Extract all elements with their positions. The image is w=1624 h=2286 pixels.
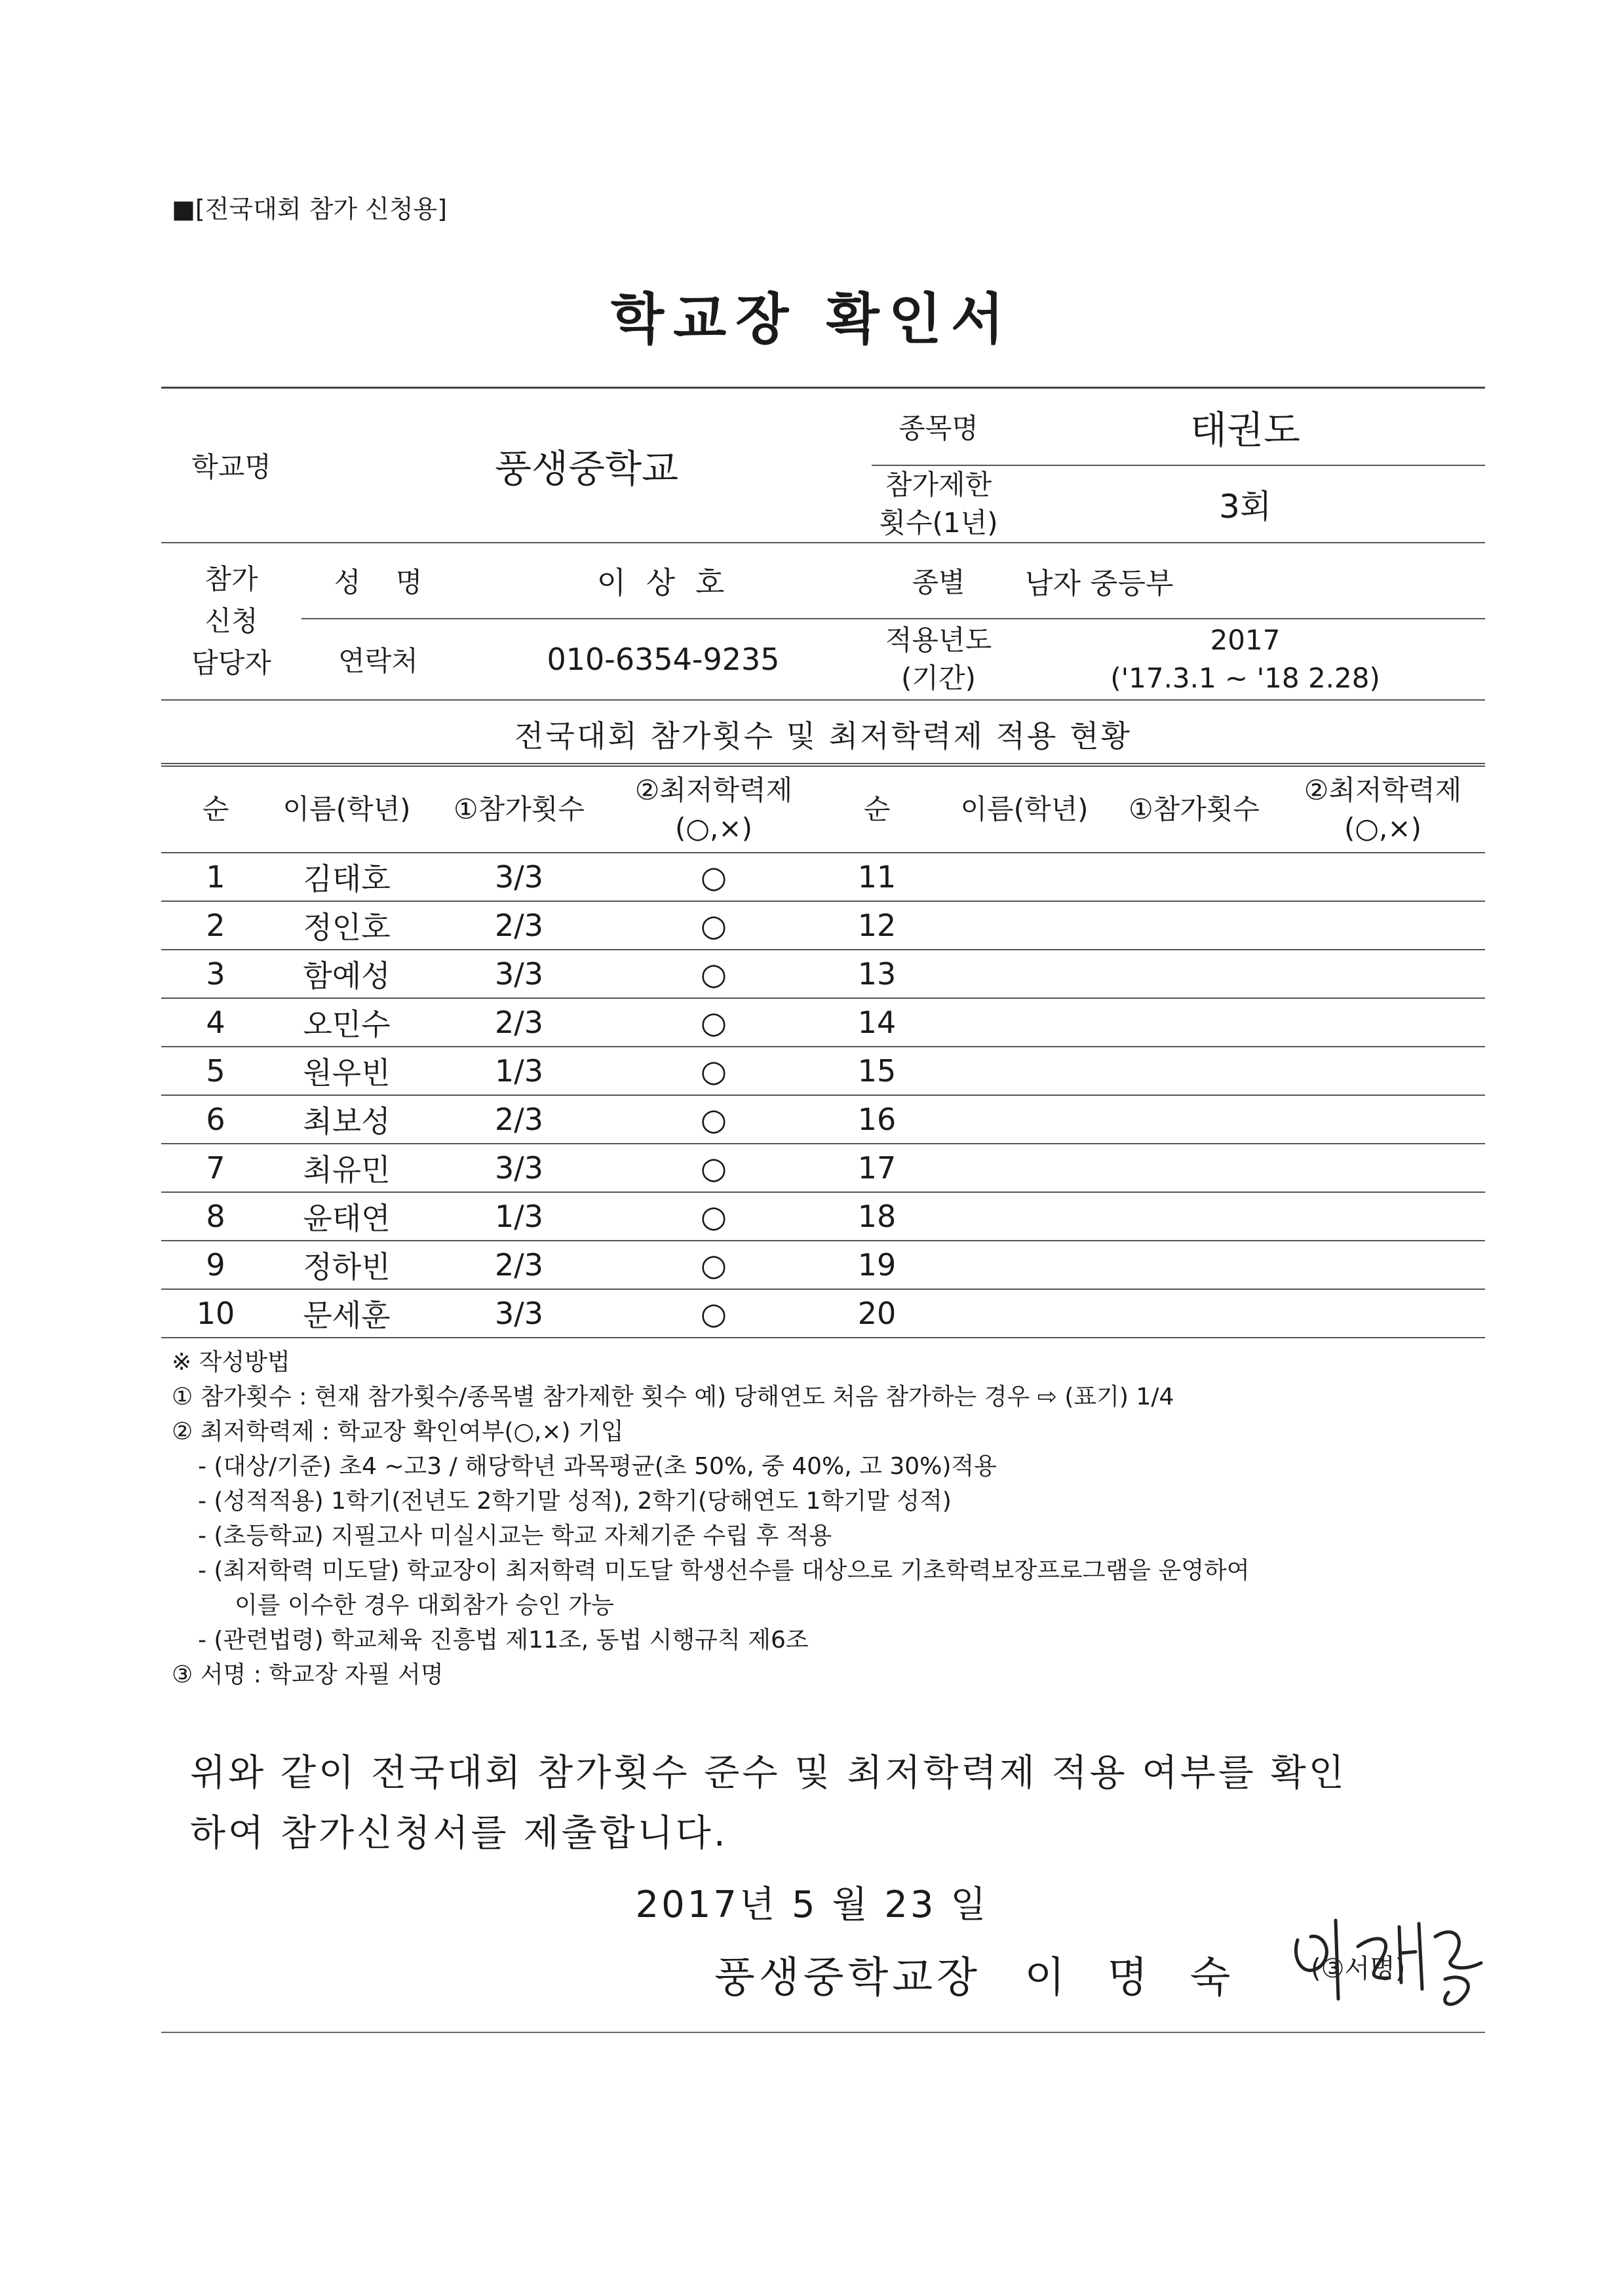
roster-cell: 1/3 bbox=[423, 1192, 615, 1241]
roster-cell: 18 bbox=[813, 1192, 941, 1241]
roster-cell bbox=[941, 1192, 1108, 1241]
roster-cell: 2/3 bbox=[423, 901, 615, 950]
instruction-1: ① 참가횟수 : 현재 참가횟수/종목별 참가제한 횟수 예) 당해연도 처음 참가하는 경우 ⇨ (표기) 1/4 bbox=[172, 1384, 1174, 1410]
roster-header-cell: ①참가횟수 bbox=[1108, 766, 1281, 853]
roster-cell bbox=[1108, 1192, 1281, 1241]
school-name-label: 학교명 bbox=[161, 388, 301, 543]
roster-row bbox=[161, 998, 1485, 1047]
roster-cell bbox=[1281, 1241, 1485, 1289]
roster-cell: 6 bbox=[161, 1095, 270, 1144]
instruction-2c: - (초등학교) 지필고사 미실시교는 학교 자체기준 수립 후 적용 bbox=[198, 1522, 832, 1549]
roster-cell: 8 bbox=[161, 1192, 270, 1241]
handwritten-signature bbox=[1285, 1901, 1501, 2032]
roster-cell: ○ bbox=[615, 1047, 813, 1095]
confirmation-statement bbox=[190, 1743, 1475, 1864]
roster-cell: 1 bbox=[161, 853, 270, 901]
roster-cell bbox=[1108, 1289, 1281, 1338]
signer-name: 이 명 숙 bbox=[1024, 1954, 1245, 2002]
roster-cell bbox=[1108, 1095, 1281, 1144]
roster-header-row bbox=[161, 766, 1485, 853]
roster-cell bbox=[1281, 853, 1485, 901]
roster-cell: ○ bbox=[615, 1192, 813, 1241]
roster-header-cell: 이름(학년) bbox=[941, 766, 1108, 853]
roster-cell: 7 bbox=[161, 1144, 270, 1192]
instruction-3: ③ 서명 : 학교장 자필 서명 bbox=[172, 1661, 444, 1688]
roster-header-cell: 순 bbox=[813, 766, 941, 853]
roster-cell: ○ bbox=[615, 1095, 813, 1144]
roster-row bbox=[161, 853, 1485, 901]
page-title: 학교장 확인서 bbox=[610, 287, 1014, 351]
manager-name-label: 성 명 bbox=[301, 543, 455, 619]
roster-cell bbox=[1281, 1095, 1485, 1144]
roster-cell: 최유민 bbox=[270, 1144, 423, 1192]
roster-cell bbox=[941, 1289, 1108, 1338]
school-name-value: 풍생중학교 bbox=[301, 388, 872, 543]
roster-cell bbox=[1108, 1144, 1281, 1192]
instruction-2a: - (대상/기준) 초4 ~고3 / 해당학년 과목평균(초 50%, 중 40%, 고 30%)적용 bbox=[198, 1453, 997, 1480]
limit-value: 3회 bbox=[1005, 465, 1485, 543]
roster-cell: 2 bbox=[161, 901, 270, 950]
roster-cell bbox=[941, 1241, 1108, 1289]
roster-cell bbox=[1281, 1192, 1485, 1241]
category-label: 종별 bbox=[872, 543, 1005, 619]
contact-label: 연락처 bbox=[301, 619, 455, 700]
roster-cell: 윤태연 bbox=[270, 1192, 423, 1241]
roster-cell: 17 bbox=[813, 1144, 941, 1192]
roster-cell bbox=[1108, 998, 1281, 1047]
roster-cell bbox=[1108, 853, 1281, 901]
roster-cell: 2/3 bbox=[423, 998, 615, 1047]
roster-cell: 14 bbox=[813, 998, 941, 1047]
roster-cell: 11 bbox=[813, 853, 941, 901]
instruction-2d-continued: 이를 이수한 경우 대회참가 승인 가능 bbox=[235, 1592, 614, 1619]
roster-cell: ○ bbox=[615, 1241, 813, 1289]
statement-line-2: 하여 참가신청서를 제출합니다. bbox=[190, 1812, 728, 1855]
roster-cell: ○ bbox=[615, 853, 813, 901]
section-title: 전국대회 참가횟수 및 최저학력제 적용 현황 bbox=[161, 709, 1485, 764]
roster-cell: ○ bbox=[615, 1289, 813, 1338]
roster-cell: 함예성 bbox=[270, 950, 423, 998]
roster-row bbox=[161, 950, 1485, 998]
roster-cell bbox=[941, 950, 1108, 998]
roster-cell bbox=[941, 853, 1108, 901]
roster-cell: ○ bbox=[615, 998, 813, 1047]
event-value: 태권도 bbox=[1005, 388, 1485, 465]
roster-cell bbox=[1108, 1047, 1281, 1095]
roster-cell: 5 bbox=[161, 1047, 270, 1095]
roster-cell: 3/3 bbox=[423, 1144, 615, 1192]
roster-cell: ○ bbox=[615, 950, 813, 998]
contact-value: 010-6354-9235 bbox=[455, 619, 872, 700]
roster-cell: 정인호 bbox=[270, 901, 423, 950]
roster-row bbox=[161, 1144, 1485, 1192]
roster-cell bbox=[1281, 1047, 1485, 1095]
roster-cell: 4 bbox=[161, 998, 270, 1047]
category-value: 남자 중등부 bbox=[1005, 543, 1485, 619]
roster-row bbox=[161, 1192, 1485, 1241]
roster-cell bbox=[1281, 1289, 1485, 1338]
signer-title: 풍생중학교장 bbox=[714, 1954, 981, 2002]
roster-cell: 오민수 bbox=[270, 998, 423, 1047]
issue-date: 2017년 5 월 23 일 bbox=[635, 1884, 989, 1926]
roster-cell: 김태호 bbox=[270, 853, 423, 901]
manager-name-value: 이 상 호 bbox=[455, 543, 872, 619]
roster-cell: 원우빈 bbox=[270, 1047, 423, 1095]
roster-cell: 문세훈 bbox=[270, 1289, 423, 1338]
roster-header-cell: 이름(학년) bbox=[270, 766, 423, 853]
roster-row bbox=[161, 1241, 1485, 1289]
roster-cell: 20 bbox=[813, 1289, 941, 1338]
year-label: 적용년도 (기간) bbox=[872, 619, 1005, 700]
instructions bbox=[172, 1345, 1482, 1692]
event-label: 종목명 bbox=[872, 388, 1005, 465]
roster-cell: 3/3 bbox=[423, 950, 615, 998]
roster-row bbox=[161, 1047, 1485, 1095]
roster-table bbox=[161, 765, 1485, 1338]
roster-cell: ○ bbox=[615, 1144, 813, 1192]
roster-cell bbox=[941, 1144, 1108, 1192]
roster-header-cell: ①참가횟수 bbox=[423, 766, 615, 853]
signer bbox=[714, 1944, 1245, 2004]
roster-cell bbox=[941, 1047, 1108, 1095]
roster-cell bbox=[941, 1095, 1108, 1144]
roster-cell: 정하빈 bbox=[270, 1241, 423, 1289]
roster-cell bbox=[941, 901, 1108, 950]
roster-cell: 9 bbox=[161, 1241, 270, 1289]
instruction-2: ② 최저학력제 : 학교장 확인여부(○,×) 기입 bbox=[172, 1418, 624, 1445]
document-tag: ■[전국대회 참가 신청용] bbox=[172, 195, 448, 223]
roster-cell bbox=[1108, 1241, 1281, 1289]
roster-cell: 16 bbox=[813, 1095, 941, 1144]
instruction-2e: - (관련법령) 학교체육 진흥법 제11조, 동법 시행규칙 제6조 bbox=[198, 1627, 809, 1654]
roster-row bbox=[161, 1095, 1485, 1144]
roster-cell: ○ bbox=[615, 901, 813, 950]
roster-cell: 13 bbox=[813, 950, 941, 998]
roster-cell: 2/3 bbox=[423, 1241, 615, 1289]
statement-line-1: 위와 같이 전국대회 참가횟수 준수 및 최저학력제 적용 여부를 확인 bbox=[190, 1752, 1347, 1794]
roster-cell bbox=[1281, 950, 1485, 998]
signature-placeholder: (③서명) bbox=[1311, 1954, 1406, 1984]
roster-cell: 최보성 bbox=[270, 1095, 423, 1144]
instruction-2b: - (성적적용) 1학기(전년도 2학기말 성적), 2학기(당해연도 1학기말 성적) bbox=[198, 1488, 952, 1515]
roster-cell: 3 bbox=[161, 950, 270, 998]
roster-cell bbox=[941, 998, 1108, 1047]
roster-cell bbox=[1108, 950, 1281, 998]
roster-header-cell: 순 bbox=[161, 766, 270, 853]
roster-cell bbox=[1281, 901, 1485, 950]
roster-row bbox=[161, 1289, 1485, 1338]
school-info-table bbox=[161, 387, 1485, 701]
bottom-rule bbox=[161, 2032, 1485, 2033]
roster-cell: 2/3 bbox=[423, 1095, 615, 1144]
instructions-heading: ※ 작성방법 bbox=[172, 1349, 290, 1376]
manager-label: 참가 신청 담당자 bbox=[161, 543, 301, 700]
roster-cell: 3/3 bbox=[423, 1289, 615, 1338]
roster-cell bbox=[1281, 1144, 1485, 1192]
roster-cell bbox=[1281, 998, 1485, 1047]
roster-cell: 15 bbox=[813, 1047, 941, 1095]
year-value: 2017 ('17.3.1 ~ '18 2.28) bbox=[1005, 619, 1485, 700]
roster-header-cell: ②최저학력제 (○,×) bbox=[615, 766, 813, 853]
roster-cell bbox=[1108, 901, 1281, 950]
limit-label: 참가제한 횟수(1년) bbox=[872, 465, 1005, 543]
roster-cell: 1/3 bbox=[423, 1047, 615, 1095]
roster-cell: 19 bbox=[813, 1241, 941, 1289]
roster-cell: 3/3 bbox=[423, 853, 615, 901]
roster-header-cell: ②최저학력제 (○,×) bbox=[1281, 766, 1485, 853]
roster-cell: 10 bbox=[161, 1289, 270, 1338]
roster-cell: 12 bbox=[813, 901, 941, 950]
instruction-2d: - (최저학력 미도달) 학교장이 최저학력 미도달 학생선수를 대상으로 기초학력보장프로그램을 운영하여 bbox=[198, 1557, 1250, 1584]
roster-row bbox=[161, 901, 1485, 950]
